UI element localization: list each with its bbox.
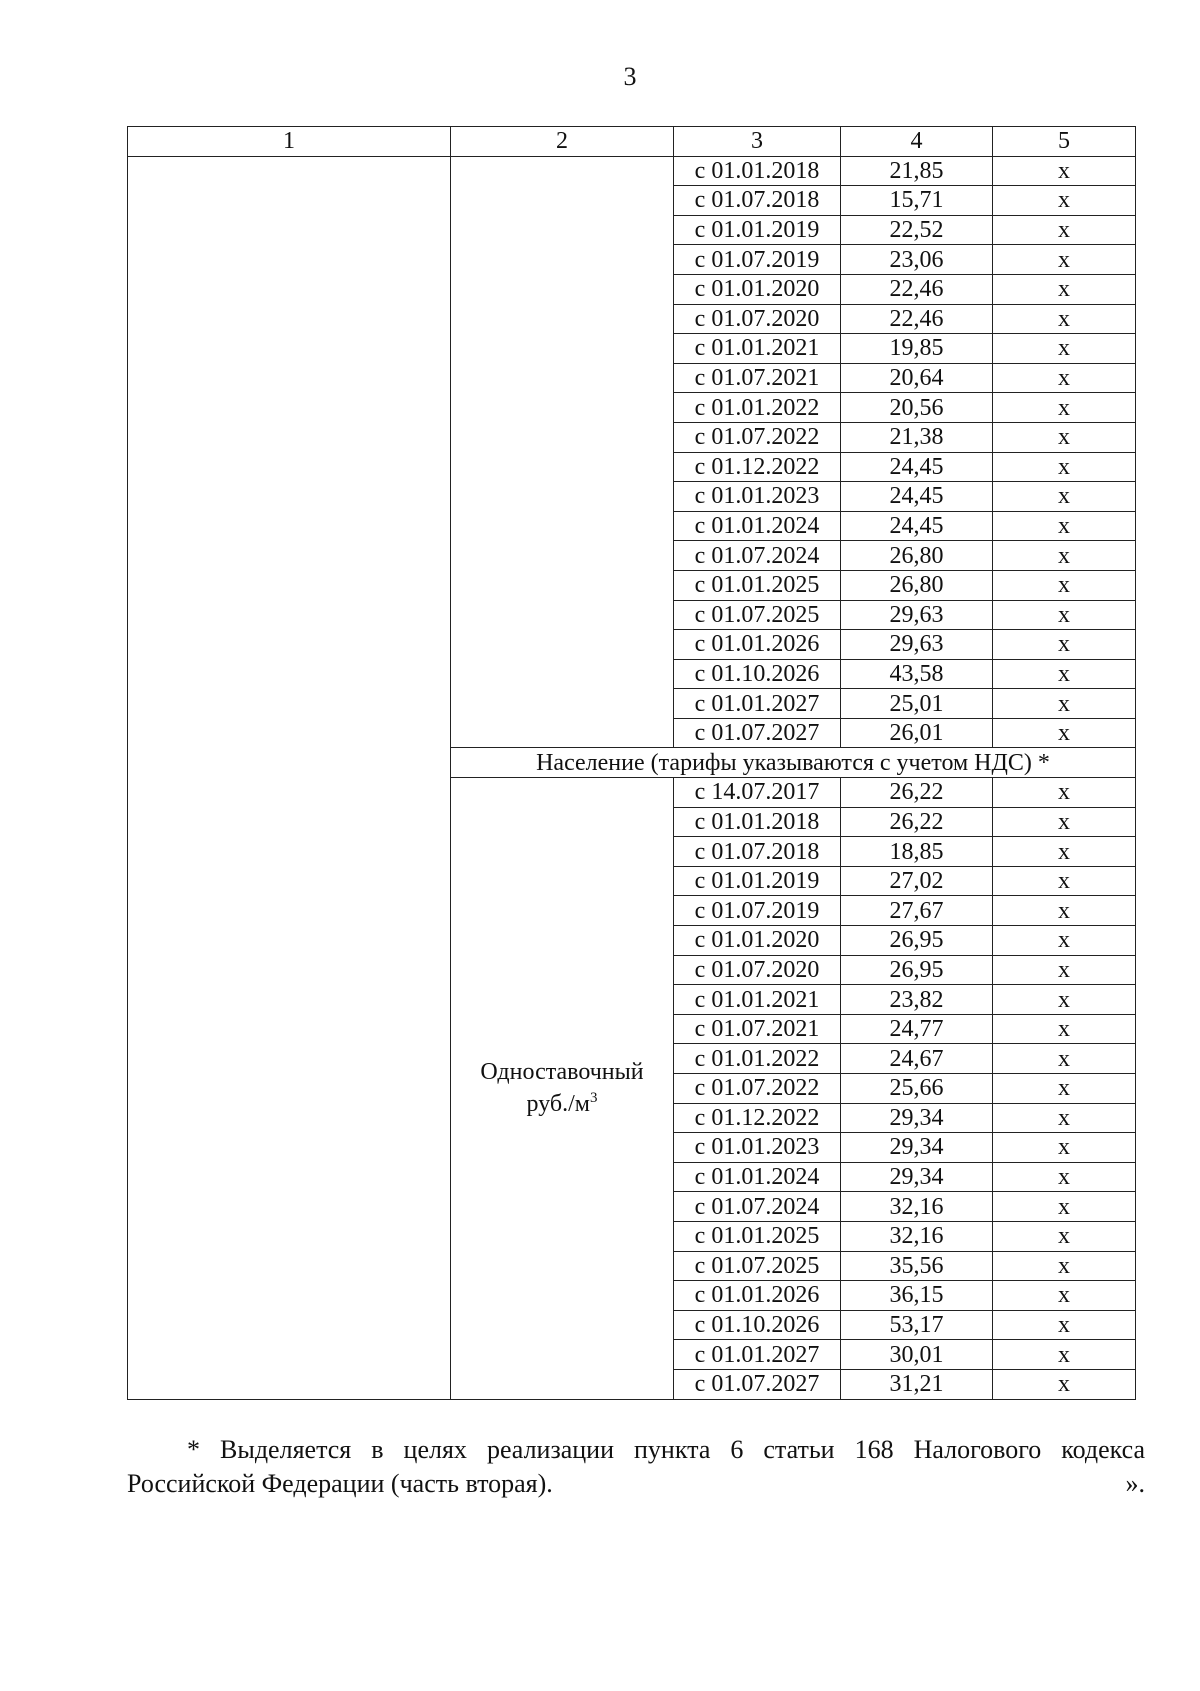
date-cell: с 01.07.2027 (674, 718, 841, 748)
mark-cell: х (993, 1074, 1136, 1104)
tariff-value-cell: 53,17 (841, 1310, 993, 1340)
mark-cell: х (993, 1044, 1136, 1074)
mark-cell: х (993, 452, 1136, 482)
mark-cell: х (993, 482, 1136, 512)
date-cell: с 01.07.2021 (674, 1014, 841, 1044)
tariff-value-cell: 20,64 (841, 363, 993, 393)
date-cell: с 01.01.2025 (674, 570, 841, 600)
tariff-table-body (128, 127, 1136, 1400)
date-cell: с 01.01.2026 (674, 630, 841, 660)
closing-quote: ». (1125, 1469, 1145, 1498)
tariff-value-cell: 22,52 (841, 215, 993, 245)
mark-cell: х (993, 600, 1136, 630)
footnote-line-1: * Выделяется в целях реализации пункта 6 статьи 168 Налогового кодекса (187, 1435, 1145, 1464)
tariff-value-cell: 24,45 (841, 511, 993, 541)
mark-cell: х (993, 1310, 1136, 1340)
tariff-value-cell: 32,16 (841, 1221, 993, 1251)
tariff-value-cell: 18,85 (841, 837, 993, 867)
table-row (128, 156, 1136, 186)
date-cell: с 01.01.2018 (674, 156, 841, 186)
tariff-value-cell: 32,16 (841, 1192, 993, 1222)
date-cell: с 01.01.2020 (674, 274, 841, 304)
mark-cell: х (993, 866, 1136, 896)
tariff-value-cell: 24,67 (841, 1044, 993, 1074)
date-cell: с 01.07.2025 (674, 600, 841, 630)
mark-cell: х (993, 156, 1136, 186)
mark-cell: х (993, 926, 1136, 956)
tariff-value-cell: 22,46 (841, 304, 993, 334)
mark-cell: х (993, 215, 1136, 245)
mark-cell: х (993, 955, 1136, 985)
section-title: Население (тарифы указываются с учетом НДС) * (451, 748, 1136, 778)
column-header: 4 (841, 127, 993, 157)
tariff-value-cell: 26,80 (841, 541, 993, 571)
mark-cell: х (993, 186, 1136, 216)
mark-cell: х (993, 541, 1136, 571)
footnote-line-2: Российской Федерации (часть вторая). (127, 1469, 553, 1498)
date-cell: с 14.07.2017 (674, 778, 841, 808)
mark-cell: х (993, 1014, 1136, 1044)
date-cell: с 01.07.2021 (674, 363, 841, 393)
tariff-type-cell (451, 778, 674, 1399)
date-cell: с 01.01.2025 (674, 1221, 841, 1251)
mark-cell: х (993, 807, 1136, 837)
date-cell: с 01.10.2026 (674, 659, 841, 689)
mark-cell: х (993, 985, 1136, 1015)
date-cell: с 01.07.2019 (674, 245, 841, 275)
date-cell: с 01.01.2021 (674, 334, 841, 364)
mark-cell: х (993, 1103, 1136, 1133)
tariff-unit-label: руб./м (526, 1091, 590, 1118)
mark-cell: х (993, 718, 1136, 748)
tariff-value-cell: 26,80 (841, 570, 993, 600)
tariff-value-cell: 25,66 (841, 1074, 993, 1104)
page-number: 3 (623, 62, 637, 91)
tariff-value-cell: 35,56 (841, 1251, 993, 1281)
mark-cell: х (993, 1221, 1136, 1251)
mark-cell: х (993, 1133, 1136, 1163)
column-header: 2 (451, 127, 674, 157)
date-cell: с 01.07.2019 (674, 896, 841, 926)
date-cell: с 01.01.2026 (674, 1281, 841, 1311)
tariff-value-cell: 29,63 (841, 630, 993, 660)
mark-cell: х (993, 511, 1136, 541)
mark-cell: х (993, 778, 1136, 808)
mark-cell: х (993, 393, 1136, 423)
tariff-type-label: Одноставочный (480, 1059, 644, 1086)
mark-cell: х (993, 245, 1136, 275)
date-cell: с 01.01.2024 (674, 1162, 841, 1192)
date-cell: с 01.01.2027 (674, 1340, 841, 1370)
date-cell: с 01.01.2021 (674, 985, 841, 1015)
date-cell: с 01.01.2018 (674, 807, 841, 837)
tariff-value-cell: 26,95 (841, 955, 993, 985)
tariff-value-cell: 26,22 (841, 807, 993, 837)
date-cell: с 01.01.2023 (674, 1133, 841, 1163)
date-cell: с 01.07.2025 (674, 1251, 841, 1281)
mark-cell: х (993, 896, 1136, 926)
tariff-value-cell: 27,02 (841, 866, 993, 896)
mark-cell: х (993, 570, 1136, 600)
footnote-line-2-wrap (127, 1467, 1145, 1501)
mark-cell: х (993, 422, 1136, 452)
tariff-value-cell: 22,46 (841, 274, 993, 304)
column-2-blank-cell (451, 156, 674, 748)
column-header: 3 (674, 127, 841, 157)
mark-cell: х (993, 274, 1136, 304)
date-cell: с 01.01.2027 (674, 689, 841, 719)
date-cell: с 01.07.2020 (674, 955, 841, 985)
date-cell: с 01.10.2026 (674, 1310, 841, 1340)
tariff-value-cell: 20,56 (841, 393, 993, 423)
tariff-value-cell: 26,22 (841, 778, 993, 808)
date-cell: с 01.01.2019 (674, 215, 841, 245)
mark-cell: х (993, 659, 1136, 689)
date-cell: с 01.12.2022 (674, 452, 841, 482)
mark-cell: х (993, 1369, 1136, 1399)
mark-cell: х (993, 334, 1136, 364)
date-cell: с 01.01.2020 (674, 926, 841, 956)
tariff-value-cell: 26,01 (841, 718, 993, 748)
tariff-value-cell: 27,67 (841, 896, 993, 926)
tariff-value-cell: 26,95 (841, 926, 993, 956)
tariff-value-cell: 30,01 (841, 1340, 993, 1370)
mark-cell: х (993, 304, 1136, 334)
tariff-value-cell: 25,01 (841, 689, 993, 719)
tariff-value-cell: 29,34 (841, 1133, 993, 1163)
mark-cell: х (993, 1192, 1136, 1222)
tariff-value-cell: 43,58 (841, 659, 993, 689)
tariff-value-cell: 36,15 (841, 1281, 993, 1311)
mark-cell: х (993, 630, 1136, 660)
tariff-value-cell: 23,82 (841, 985, 993, 1015)
table-header-row (128, 127, 1136, 157)
footnote (127, 1433, 1145, 1501)
tariff-unit-line (451, 1085, 673, 1117)
column-header: 1 (128, 127, 451, 157)
tariff-value-cell: 29,34 (841, 1103, 993, 1133)
date-cell: с 01.07.2018 (674, 837, 841, 867)
tariff-value-cell: 24,45 (841, 452, 993, 482)
mark-cell: х (993, 689, 1136, 719)
date-cell: с 01.01.2019 (674, 866, 841, 896)
mark-cell: х (993, 363, 1136, 393)
tariff-value-cell: 19,85 (841, 334, 993, 364)
date-cell: с 01.07.2024 (674, 1192, 841, 1222)
tariff-value-cell: 29,63 (841, 600, 993, 630)
mark-cell: х (993, 1281, 1136, 1311)
date-cell: с 01.07.2022 (674, 1074, 841, 1104)
tariff-value-cell: 15,71 (841, 186, 993, 216)
date-cell: с 01.07.2027 (674, 1369, 841, 1399)
mark-cell: х (993, 1251, 1136, 1281)
date-cell: с 01.01.2022 (674, 1044, 841, 1074)
date-cell: с 01.07.2024 (674, 541, 841, 571)
tariff-unit-superscript: 3 (589, 1090, 598, 1107)
tariff-table (127, 126, 1136, 1400)
column-header: 5 (993, 127, 1136, 157)
date-cell: с 01.01.2024 (674, 511, 841, 541)
mark-cell: х (993, 837, 1136, 867)
tariff-value-cell: 24,77 (841, 1014, 993, 1044)
tariff-value-cell: 24,45 (841, 482, 993, 512)
date-cell: с 01.01.2023 (674, 482, 841, 512)
tariff-value-cell: 31,21 (841, 1369, 993, 1399)
column-1-blank-cell (128, 156, 451, 1399)
mark-cell: х (993, 1340, 1136, 1370)
tariff-value-cell: 21,38 (841, 422, 993, 452)
date-cell: с 01.01.2022 (674, 393, 841, 423)
tariff-value-cell: 21,85 (841, 156, 993, 186)
mark-cell: х (993, 1162, 1136, 1192)
date-cell: с 01.07.2022 (674, 422, 841, 452)
tariff-value-cell: 29,34 (841, 1162, 993, 1192)
date-cell: с 01.07.2018 (674, 186, 841, 216)
date-cell: с 01.12.2022 (674, 1103, 841, 1133)
tariff-value-cell: 23,06 (841, 245, 993, 275)
date-cell: с 01.07.2020 (674, 304, 841, 334)
